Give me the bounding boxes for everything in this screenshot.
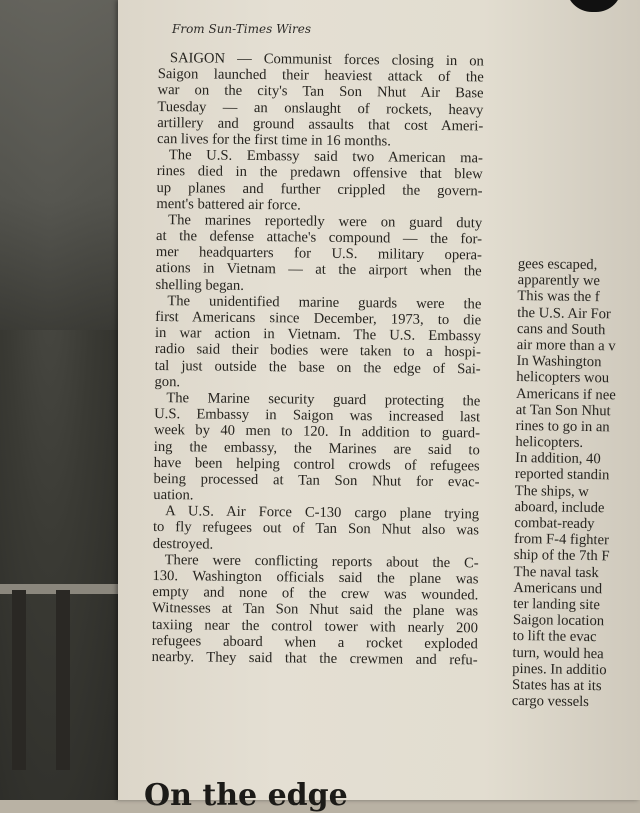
- article-line: ship of the 7th F: [513, 547, 610, 565]
- photo-sky: [0, 0, 124, 330]
- photo-post: [12, 590, 26, 770]
- article-line: combat-ready: [514, 514, 595, 533]
- article-line: There were conflicting reports about the C-: [164, 551, 479, 572]
- article-line: 130. Washington officials said the plane was: [152, 567, 479, 588]
- article-line: The marines reportedly were on guard duty: [168, 211, 483, 232]
- article-line: helicopters.: [515, 434, 584, 451]
- article-line: The naval task: [513, 563, 599, 581]
- article-line: week by 40 men to 120. In addition to guard-: [153, 422, 481, 442]
- article-line: first Americans since December, 1973, to die: [155, 308, 482, 329]
- article-line: at the defense attache's compound — the for-: [155, 228, 483, 248]
- article-line: States has at its: [511, 676, 602, 695]
- article-line: The ships, w: [514, 482, 590, 500]
- article-line: helicopters wou: [516, 369, 610, 387]
- article-line: Witnesses at Tan Son Nhut said the plane was: [152, 600, 479, 620]
- article-line: nearby. They said that the crewmen and refu-: [151, 648, 478, 669]
- article-line: artillery and ground assaults that cost Ameri-: [157, 114, 484, 135]
- article-line: in war action in Vietnam. The U.S. Embassy: [154, 325, 482, 345]
- headline-fragment: On the edge: [144, 778, 348, 813]
- wire-credit: From Sun-Times Wires: [172, 22, 312, 36]
- article-line: to lift the evac: [512, 628, 597, 646]
- article-line: gees escaped,: [517, 256, 598, 274]
- article-line: This was the f: [517, 288, 600, 306]
- article-line: empty and none of the crew was wounded.: [152, 584, 479, 604]
- article-line: Saigon launched their heaviest attack of the: [157, 66, 484, 86]
- article-line: can lives for the first time in 16 months.: [156, 130, 392, 150]
- article-line: Americans und: [513, 579, 603, 597]
- article-line: cans and South: [516, 320, 606, 338]
- article-line: taxiing near the control tower with nearly 200: [151, 616, 479, 636]
- article-line: rines to go in an: [515, 417, 610, 436]
- article-column-main: [152, 50, 484, 669]
- article-line: ment's battered air force.: [156, 195, 301, 214]
- article-line: gon.: [154, 373, 181, 390]
- article-line: A U.S. Air Force C-130 cargo plane trying: [165, 503, 480, 523]
- article-line: have been helping control crowds of refugees: [153, 454, 480, 475]
- article-line: ations in Vietnam — at the airport when the: [155, 260, 482, 280]
- article-line: SAIGON — Communist forces closing in on: [169, 50, 484, 70]
- article-line: up planes and further crippled the govern-: [156, 179, 483, 199]
- article-line: rines died in the predawn offensive that blew: [156, 163, 483, 183]
- article-line: at Tan Son Nhut: [515, 401, 611, 419]
- article-line: mer headquarters for U.S. military opera-: [155, 244, 482, 264]
- article-line: the U.S. Air For: [517, 304, 611, 322]
- photo-post: [56, 590, 70, 770]
- article-line: apparently we: [517, 272, 601, 290]
- article-line: Tuesday — an onslaught of rockets, heavy: [157, 98, 484, 118]
- article-line: to fly refugees out of Tan Son Nhut also was: [152, 519, 480, 539]
- article-line: refugees aboard when a rocket exploded: [151, 632, 478, 653]
- article-line: tal just outside the base on the edge of Sai-: [154, 357, 481, 377]
- article-line: The U.S. Embassy said two American ma-: [168, 147, 483, 167]
- article-line: pines. In additio: [512, 660, 607, 678]
- article-line: reported standin: [514, 466, 610, 484]
- article-line: Saigon location: [512, 612, 605, 630]
- article-line: Americans if nee: [515, 385, 616, 403]
- article-line: war on the city's Tan Son Nhut Air Base: [157, 82, 484, 102]
- article-line: aboard, include: [514, 498, 605, 517]
- article-line: The Marine security guard protecting the: [166, 390, 481, 410]
- article-line: air more than a v: [516, 336, 616, 355]
- article-line: The unidentified marine guards were the: [167, 292, 482, 313]
- article-line: destroyed.: [152, 535, 214, 553]
- article-line: In Washington: [516, 353, 602, 371]
- side-photo: [0, 0, 124, 800]
- article-line: shelling began.: [155, 276, 244, 294]
- article-line: uation.: [153, 487, 194, 504]
- article-line: being processed at Tan Son Nhut for evac-: [153, 470, 480, 491]
- article-line: U.S. Embassy in Saigon was increased last: [154, 406, 481, 426]
- article-column-right: [512, 256, 640, 711]
- article-line: In addition, 40: [515, 450, 601, 468]
- article-line: cargo vessels: [511, 693, 590, 711]
- article-line: ter landing site: [513, 595, 600, 614]
- article-line: radio said their bodies were taken to a hospi-: [154, 341, 481, 361]
- article-line: from F-4 fighter: [513, 531, 609, 549]
- article-line: turn, would hea: [512, 644, 604, 662]
- article-line: ing the embassy, the Marines are said to: [153, 438, 480, 458]
